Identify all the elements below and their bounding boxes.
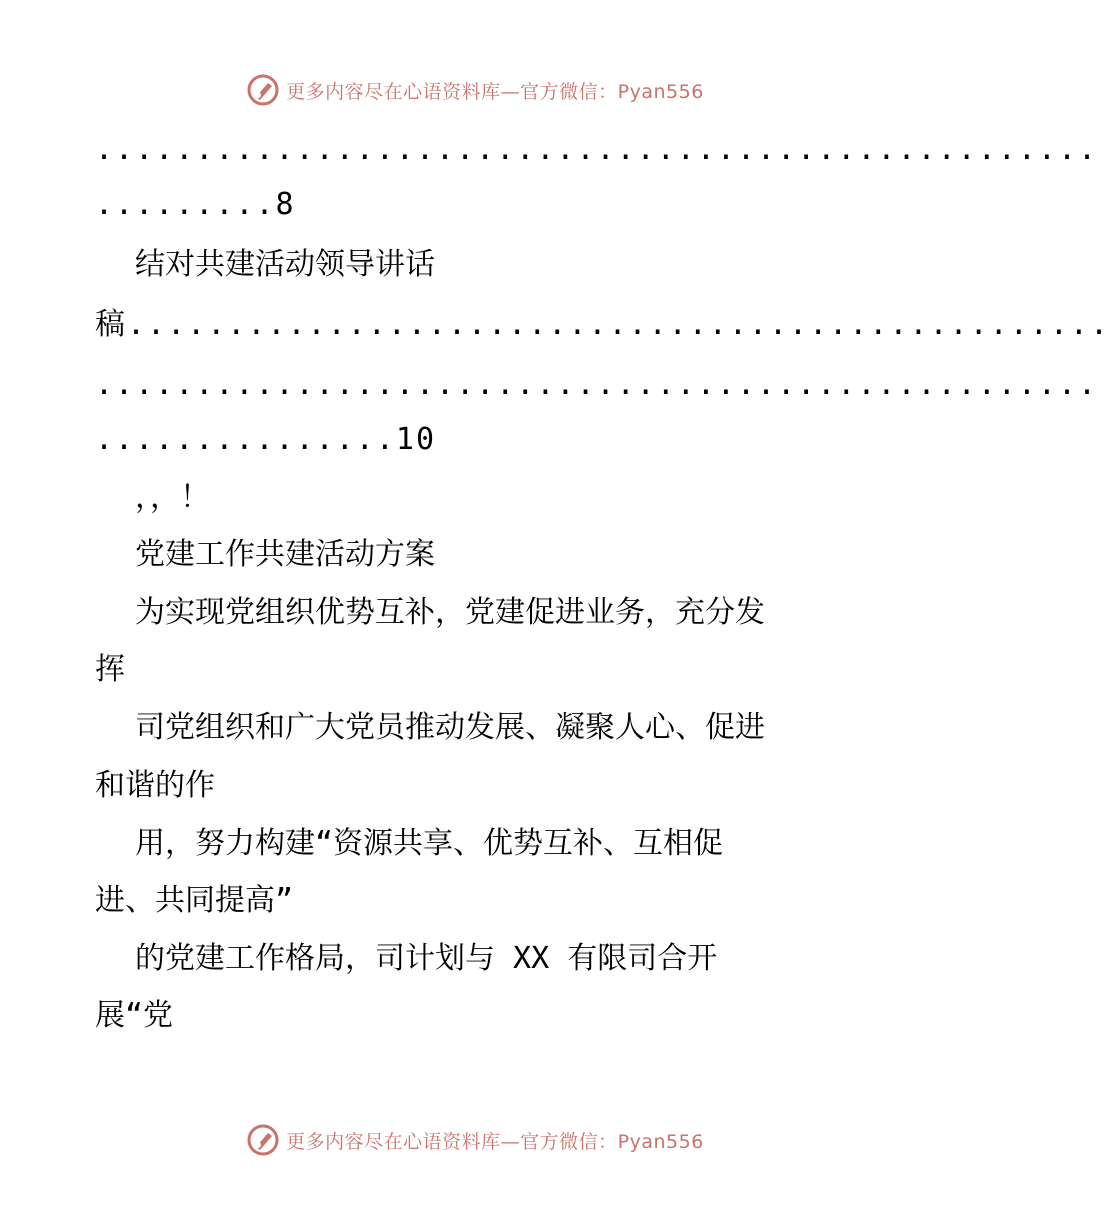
header-watermark xyxy=(0,70,950,110)
watermark-text: 更多内容尽在心语资料库—官方微信：Pyan556 xyxy=(286,1130,704,1153)
toc-entry-continuation: 稿................................................. xyxy=(95,307,1110,342)
paragraph-line: 的党建工作格局，司计划与 XX 有限司合开 xyxy=(135,941,718,976)
pen-seal-icon xyxy=(246,1123,280,1157)
paragraph-line: 为实现党组织优势互补，党建促进业务，充分发 xyxy=(135,595,765,630)
paragraph-line: 用，努力构建“资源共享、优势互补、互相促 xyxy=(135,826,724,861)
pen-seal-icon xyxy=(246,73,280,107)
toc-dot-leader: .................................................. xyxy=(95,367,1099,402)
toc-entry-title: 结对共建活动领导讲话 xyxy=(135,247,435,282)
paragraph-line: 进、共同提高” xyxy=(95,883,294,918)
punctuation-line: ，，！ xyxy=(135,480,210,515)
paragraph-line: 挥 xyxy=(95,652,125,687)
watermark-text: 更多内容尽在心语资料库—官方微信：Pyan556 xyxy=(286,80,704,103)
toc-page-number-line: ...............10 xyxy=(95,422,437,457)
paragraph-line: 和谐的作 xyxy=(95,768,215,803)
footer-watermark xyxy=(0,1120,950,1160)
section-heading: 党建工作共建活动方案 xyxy=(135,537,435,572)
toc-dot-leader: .................................................. xyxy=(95,132,1099,167)
paragraph-line: 司党组织和广大党员推动发展、凝聚人心、促进 xyxy=(135,710,765,745)
toc-page-number-line: .........8 xyxy=(95,187,296,222)
paragraph-line: 展“党 xyxy=(95,998,174,1033)
